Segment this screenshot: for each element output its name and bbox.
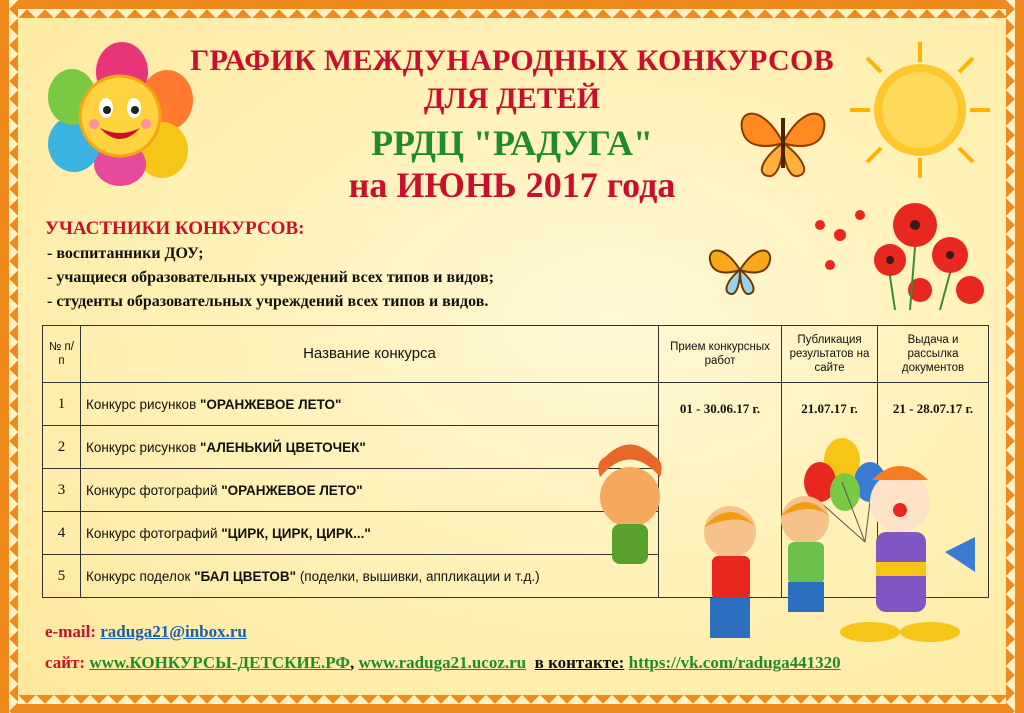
row-num: 4 [43,512,81,555]
header-issue: Выдача и рассылка документов [878,326,989,383]
org-title: РРДЦ "РАДУГА" [371,123,653,163]
contest-title: "БАЛ ЦВЕТОВ" [194,568,297,584]
accept-date: 01 - 30.06.17 г. [659,383,782,598]
header-publish: Публикация результатов на сайте [782,326,878,383]
border-top [0,0,1024,18]
contest-type: Конкурс рисунков [86,396,200,412]
title-line1: ГРАФИК МЕЖДУНАРОДНЫХ КОНКУРСОВ [190,44,834,77]
participants-item: - учащиеся образовательных учреждений всех типов и видов; [47,269,494,286]
header-num: № п/п [43,326,81,383]
row-num: 5 [43,555,81,598]
contest-note: (поделки, вышивки, аппликации и т.д.) [296,568,540,584]
row-name [81,469,659,512]
title-line2: ДЛЯ ДЕТЕЙ [423,82,601,115]
site-link-1[interactable]: www.КОНКУРСЫ-ДЕТСКИЕ.РФ [89,653,350,672]
contest-title: "ЦИРК, ЦИРК, ЦИРК..." [221,525,371,541]
period-title: на ИЮНЬ 2017 года [348,165,676,205]
row-num: 1 [43,383,81,426]
issue-date: 21 - 28.07.17 г. [878,383,989,598]
poppy-flowers-icon [800,195,1000,315]
contest-type: Конкурс фотографий [86,525,222,541]
row-name [81,512,659,555]
header-accept: Прием конкурсных работ [659,326,782,383]
email-line [45,622,247,642]
border-bottom [0,695,1024,713]
participants-item: - студенты образовательных учреждений всех типов и видов. [47,293,489,310]
contest-type: Конкурс рисунков [86,439,200,455]
row-name [81,426,659,469]
contest-type: Конкурс поделок [86,568,195,584]
header-name: Название конкурса [81,326,659,383]
vk-label: в контакте: [534,653,625,672]
row-name [81,555,659,598]
publish-date: 21.07.17 г. [782,383,878,598]
contest-title: "ОРАНЖЕВОЕ ЛЕТО" [200,396,342,412]
participants-heading: УЧАСТНИКИ КОНКУРСОВ: [45,218,305,239]
butterfly-icon [703,238,778,298]
table-row [43,383,989,426]
table-header-row [43,326,989,383]
contest-title: "АЛЕНЬКИЙ ЦВЕТОЧЕК" [200,439,366,455]
vk-link[interactable]: https://vk.com/raduga441320 [628,653,841,672]
row-num: 2 [43,426,81,469]
site-label: сайт: [45,653,86,672]
email-label: e-mail: [45,622,96,641]
site-separator: , [349,653,355,672]
contest-title: "ОРАНЖЕВОЕ ЛЕТО" [221,482,363,498]
site-link-2[interactable]: www.raduga21.ucoz.ru [358,653,527,672]
participants-block [45,218,494,314]
site-line [45,653,841,673]
row-num: 3 [43,469,81,512]
participants-item: - воспитанники ДОУ; [47,245,204,262]
email-link[interactable]: raduga21@inbox.ru [100,622,247,641]
row-name [81,383,659,426]
contest-type: Конкурс фотографий [86,482,222,498]
children-clown-illustration [580,432,1000,657]
